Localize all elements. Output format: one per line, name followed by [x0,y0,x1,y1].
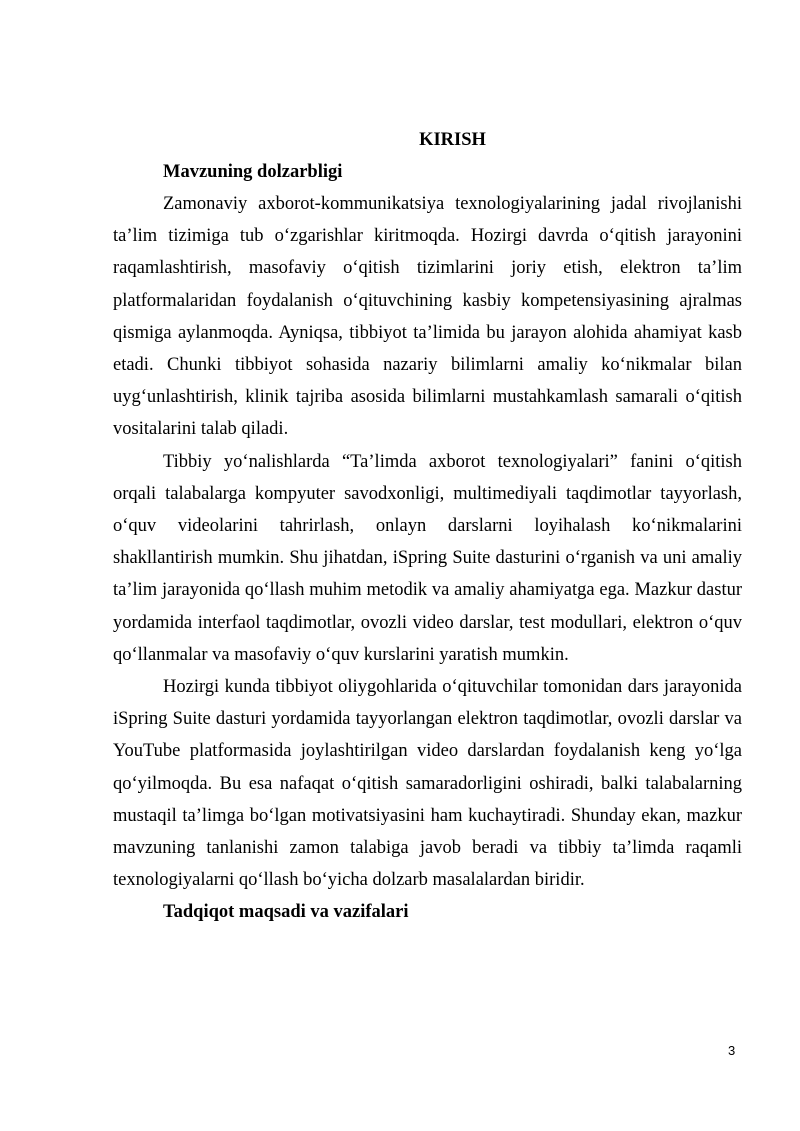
paragraph-2: Tibbiy yo‘nalishlarda “Ta’limda axborot texnologiyalari” fanini o‘qitish orqali talabalarga kompyuter savodxonligi, multimediyali taqdimotlar tayyorlash, o‘quv videolarini tahrirlash, onlayn darslarni loyihalash ko‘nikmalarini shakllantirish mumkin. Shu jihatdan, iSpring Suite dasturini o‘rganish va uni amaliy ta’lim jarayonida qo‘llash muhim metodik va amaliy ahamiyatga ega. Mazkur dastur yordamida interfaol taqdimotlar, ovozli video darslar, test modullari, elektron o‘quv qo‘llanmalar va masofaviy o‘quv kurslarini yaratish mumkin. [113,451,742,665]
section-heading-relevance: Mavzuning dolzarbligi [163,162,343,182]
paragraph-3: Hozirgi kunda tibbiyot oliygohlarida o‘qituvchilar tomonidan dars jarayonida iSpring Suite dasturi yordamida tayyorlangan elektron taqdimotlar, ovozli darslar va YouTube platformasida joylashtirilgan video darslardan foydalanish keng yo‘lga qo‘yilmoqda. Bu esa nafaqat o‘qitish samaradorligini oshiradi, balki talabalarning mustaqil ta’limga bo‘lgan motivatsiyasini ham kuchaytiradi. Shunday ekan, mazkur mavzuning tanlanishi zamon talabiga javob beradi va tibbiy ta’limda raqamli texnologiyalarni qo‘llash bo‘yicha dolzarb masalalardan biridir. [113,677,742,891]
page-title: KIRISH [419,130,486,150]
section-heading-objectives: Tadqiqot maqsadi va vazifalari [163,902,409,923]
paragraph-1: Zamonaviy axborot-kommunikatsiya texnologiyalarining jadal rivojlanishi ta’lim tizimiga tub o‘zgarishlar kiritmoqda. Hozirgi davrda o‘qitish jarayonini raqamlashtirish, masofaviy o‘qitish tizimlarini joriy etish, elektron ta’lim platformalaridan foydalanish o‘qituvchining kasbiy kompetensiyasining ajralmas qismiga aylanmoqda. Ayniqsa, tibbiyot ta’limida bu jarayon alohida ahamiyat kasb etadi. Chunki tibbiyot sohasida nazariy bilimlarni amaliy ko‘nikmalar bilan uyg‘unlashtirish, klinik tajriba asosida bilimlarni mustahkamlash samarali o‘qitish vositalarini talab qiladi. [113,194,742,440]
page-number: 3 [728,1043,736,1058]
page-content [113,124,742,928]
